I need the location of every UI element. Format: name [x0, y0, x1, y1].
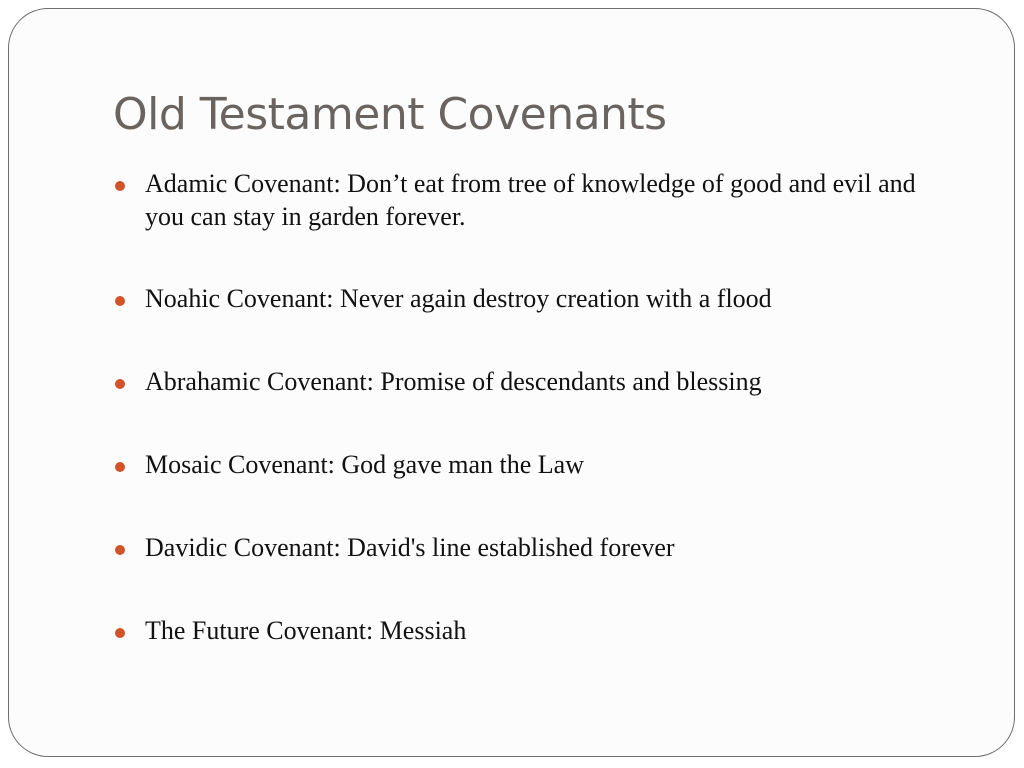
list-item [113, 282, 953, 315]
list-item-text: Davidic Covenant: David's line established forever [145, 533, 675, 562]
list-item-text: Abrahamic Covenant: Promise of descendants and blessing [145, 367, 762, 396]
bullet-dot-icon [115, 296, 125, 306]
bullet-dot-icon [115, 462, 125, 472]
list-item-text: Mosaic Covenant: God gave man the Law [145, 450, 584, 479]
slide-frame [8, 8, 1015, 757]
list-item [113, 448, 953, 481]
bullet-dot-icon [115, 379, 125, 389]
list-item [113, 614, 953, 647]
list-item [113, 167, 953, 233]
list-item [113, 531, 953, 564]
bullet-dot-icon [115, 181, 125, 191]
bullet-dot-icon [115, 545, 125, 555]
list-item-text: Noahic Covenant: Never again destroy creation with a flood [145, 284, 772, 313]
slide-title: Old Testament Covenants [113, 89, 667, 140]
list-item-text: Adamic Covenant: Don’t eat from tree of knowledge of good and evil and you can stay in garden forever. [145, 169, 916, 231]
list-item [113, 365, 953, 398]
bullet-dot-icon [115, 628, 125, 638]
bullet-list [113, 167, 953, 697]
list-item-text: The Future Covenant: Messiah [145, 616, 467, 645]
